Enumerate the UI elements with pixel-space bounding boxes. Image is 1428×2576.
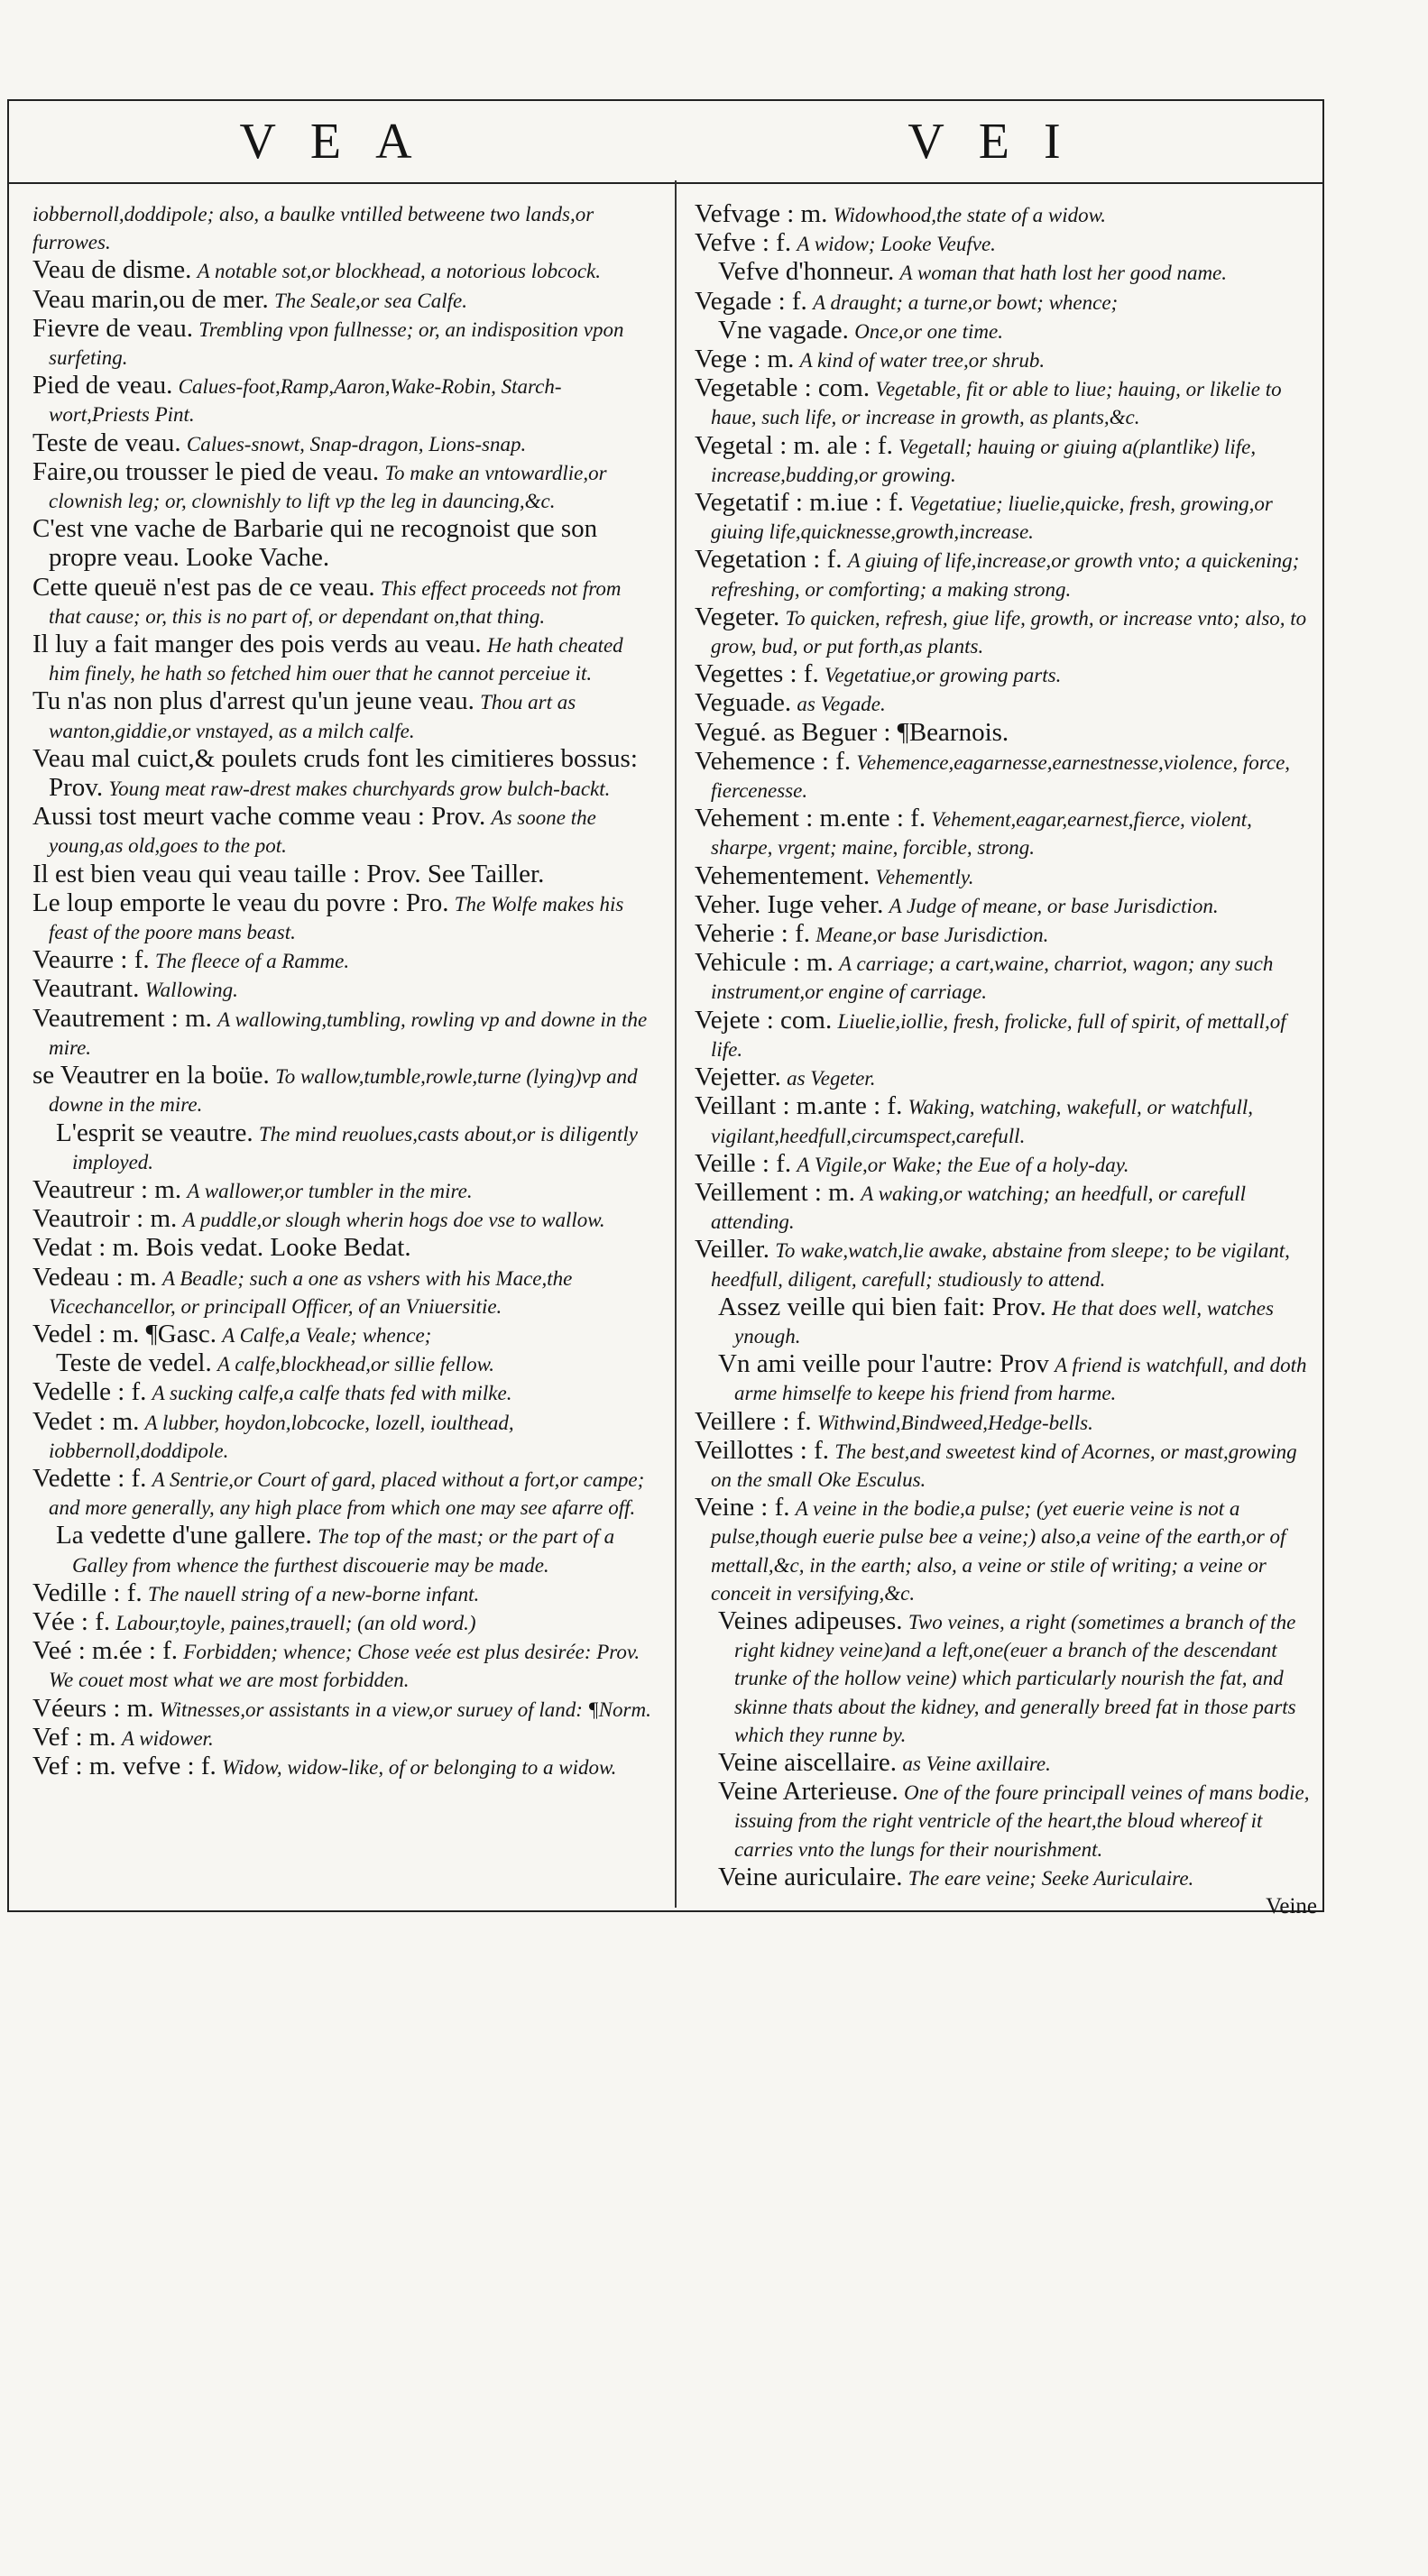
dictionary-entry <box>32 372 657 428</box>
entry-headword: Veines adipeuses. <box>718 1605 903 1635</box>
entry-translation: A Vigile,or Wake; the Eue of a holy-day. <box>797 1153 1129 1176</box>
dictionary-entry <box>695 546 1317 603</box>
entry-translation: Young meat raw-drest makes churchyards grow bulch-backt. <box>108 777 611 801</box>
dictionary-entry <box>695 748 1317 805</box>
dictionary-entry <box>695 200 1317 229</box>
entry-translation: A sucking calfe,a calfe thats fed with milke. <box>152 1382 512 1405</box>
entry-translation: The mind reuolues,casts about,or is diligently imployed. <box>72 1122 639 1173</box>
entry-headword: Vedet : m. <box>32 1406 140 1436</box>
entry-headword: Veau mal cuict,& poulets cruds font les cimitieres bossus: Prov. <box>32 743 638 803</box>
entry-translation: A Sentrie,or Court of gard, placed without a fort,or campe; and more generally, any high place from which one may see afarre off. <box>49 1467 645 1520</box>
entry-translation: A notable sot,or blockhead, a notorious lobcock. <box>197 260 602 283</box>
entry-translation: Wallowing. <box>144 979 238 1002</box>
entry-headword: Veau de disme. <box>32 255 192 285</box>
entry-headword: Vef : m. <box>32 1722 116 1752</box>
entry-translation: Meane,or base Jurisdiction. <box>815 924 1049 947</box>
entry-translation: Vegetable, fit or able to liue; hauing, or likelie to haue, such life, or increase in growth, as plants,&c. <box>711 378 1282 429</box>
entry-headword: Vehemence : f. <box>695 746 852 776</box>
entry-translation: To make an vntowardlie,or clownish leg; or, clownishly to lift vp the leg in dauncing,&c. <box>49 461 607 513</box>
dictionary-entry <box>32 1349 657 1378</box>
entry-translation: Vegetatiue,or growing parts. <box>824 664 1062 687</box>
entry-headword: Pied de veau. <box>32 371 173 400</box>
entry-translation: Vehemently. <box>875 865 974 888</box>
dictionary-entry <box>32 687 657 744</box>
entry-headword: Veau marin,ou de mer. <box>32 284 269 314</box>
column-divider <box>675 180 677 1908</box>
dictionary-entry <box>695 489 1317 546</box>
entry-headword: Vegetal : m. ale : f. <box>695 430 893 460</box>
entry-headword: Vegade : f. <box>695 286 807 316</box>
entry-headword: Vedat : m. Bois vedat. Looke Bedat. <box>32 1233 411 1263</box>
dictionary-entry <box>695 719 1317 748</box>
entry-translation: A draught; a turne,or bowt; whence; <box>813 290 1119 314</box>
dictionary-entry <box>695 1092 1317 1149</box>
dictionary-entry <box>32 429 657 458</box>
entry-headword: Aussi tost meurt vache comme veau : Prov. <box>32 802 486 832</box>
entry-headword: Veaurre : f. <box>32 945 150 975</box>
dictionary-entry <box>32 745 657 803</box>
dictionary-entry <box>695 258 1317 287</box>
entry-translation: A kind of water tree,or shrub. <box>799 349 1046 373</box>
entry-headword: Vegué. as Beguer : ¶Bearnois. <box>695 717 1009 747</box>
dictionary-entry <box>32 1522 657 1578</box>
dictionary-entry <box>32 286 657 315</box>
dictionary-entry <box>695 949 1317 1006</box>
entry-translation: Vegetall; hauing or giuing a(plantlike) life, increase,budding,or growing. <box>711 435 1257 486</box>
entry-headword: Veine auriculaire. <box>718 1862 903 1891</box>
entry-headword: Vefve : f. <box>695 228 792 258</box>
dictionary-entry <box>32 1465 657 1522</box>
entry-headword: Fievre de veau. <box>32 313 193 343</box>
entry-translation: iobbernoll,doddipole; also, a baulke vntilled betweene two lands,or furrowes. <box>32 203 594 254</box>
entry-translation: A woman that hath lost her good name. <box>899 262 1228 285</box>
entry-headword: Assez veille qui bien fait: Prov. <box>718 1292 1046 1321</box>
entry-headword: C'est vne vache de Barbarie qui ne recognoist que son propre veau. Looke Vache. <box>32 514 598 573</box>
entry-translation: Calues-snowt, Snap-dragon, Lions-snap. <box>186 432 527 455</box>
entry-headword: Il est bien veau qui veau taille : Prov. See Tailler. <box>32 859 545 888</box>
entry-translation: A wallower,or tumbler in the mire. <box>187 1179 473 1202</box>
entry-headword: Veautroir : m. <box>32 1204 178 1234</box>
dictionary-entry <box>32 1378 657 1407</box>
catchword: Veine <box>1266 1893 1317 1918</box>
entry-headword: Vedette : f. <box>32 1463 147 1493</box>
entry-headword: Veautrant. <box>32 974 140 1004</box>
entry-headword: Vejetter. <box>695 1063 781 1092</box>
dictionary-entry <box>695 317 1317 345</box>
entry-headword: Vehement : m.ente : f. <box>695 804 926 833</box>
dictionary-entry <box>695 1007 1317 1063</box>
entry-translation: A giuing of life,increase,or growth vnto; a quickening; refreshing, or comforting; a making strong. <box>711 549 1300 601</box>
dictionary-entry <box>695 432 1317 489</box>
entry-headword: Veguade. <box>695 688 792 718</box>
entry-translation: Vehement,eagar,earnest,fierce, violent, sharpe, vrgent; maine, forcible, strong. <box>711 808 1252 860</box>
entry-translation: The eare veine; Seeke Auriculaire. <box>907 1866 1194 1890</box>
entry-translation: He that does well, watches ynough. <box>734 1296 1274 1348</box>
running-head-left: VEA <box>239 114 447 170</box>
entry-headword: Vegetation : f. <box>695 545 843 575</box>
entry-headword: Veher. Iuge veher. <box>695 889 884 919</box>
dictionary-entry <box>695 603 1317 660</box>
dictionary-entry <box>32 630 657 687</box>
entry-translation: Trembling vpon fullnesse; or, an indisposition vpon surfeting. <box>49 317 624 370</box>
dictionary-entry <box>32 1608 657 1637</box>
entry-headword: L'esprit se veautre. <box>56 1118 253 1147</box>
entry-headword: Veautrement : m. <box>32 1003 212 1033</box>
dictionary-entry <box>695 1150 1317 1179</box>
entry-headword: Veiller. <box>695 1235 769 1265</box>
entry-headword: Vée : f. <box>32 1606 111 1636</box>
entry-translation: One of the foure principall veines of mans bodie, issuing from the right ventricle of the heart,the bloud whereof it carries vnto the lungs for their nourishment. <box>734 1781 1310 1861</box>
dictionary-entry <box>32 515 657 573</box>
entry-translation: The nauell string of a new-borne infant. <box>147 1582 480 1605</box>
entry-headword: Vedelle : f. <box>32 1377 147 1407</box>
entry-headword: se Veautrer en la boüe. <box>32 1061 270 1090</box>
dictionary-entry <box>695 1179 1317 1236</box>
dictionary-entry <box>32 1320 657 1349</box>
entry-headword: Vedeau : m. <box>32 1262 157 1292</box>
entry-translation: A calfe,blockhead,or sillie fellow. <box>217 1353 494 1376</box>
dictionary-entry <box>695 1350 1317 1407</box>
dictionary-entry <box>32 1264 657 1320</box>
entry-headword: Vefve d'honneur. <box>718 257 895 287</box>
entry-translation: This effect proceeds not from that cause; or, this is no part of, or dependant on,that thing. <box>49 576 622 628</box>
entry-headword: Cette queuë n'est pas de ce veau. <box>32 572 375 602</box>
entry-headword: Tu n'as non plus d'arrest qu'un jeune veau. <box>32 686 474 716</box>
dictionary-entry <box>32 1176 657 1205</box>
dictionary-entry <box>32 256 657 285</box>
dictionary-entry <box>695 1063 1317 1092</box>
entry-translation: The Wolfe makes his feast of the poore mans beast. <box>49 892 624 944</box>
entry-translation: A puddle,or slough wherin hogs doe vse to wallow. <box>182 1209 605 1232</box>
dictionary-entry <box>32 889 657 946</box>
entry-headword: Veillement : m. <box>695 1177 855 1207</box>
dictionary-entry <box>32 1724 657 1753</box>
dictionary-entry <box>695 1293 1317 1350</box>
entry-headword: Le loup emporte le veau du povre : Pro. <box>32 888 449 917</box>
dictionary-entry <box>695 229 1317 258</box>
running-head-right: VEI <box>907 114 1095 170</box>
dictionary-entry <box>695 288 1317 317</box>
entry-translation: A waking,or watching; an heedfull, or carefull attending. <box>711 1182 1246 1234</box>
entry-translation: To wake,watch,lie awake, abstaine from sleepe; to be vigilant, heedfull, diligent, carefull; studiously to attend. <box>711 1239 1290 1291</box>
dictionary-entry <box>32 1234 657 1263</box>
entry-translation: Withwind,Bindweed,Hedge-bells. <box>816 1411 1093 1434</box>
dictionary-entry <box>695 1749 1317 1778</box>
dictionary-entry <box>32 458 657 515</box>
entry-translation: The Seale,or sea Calfe. <box>273 289 467 312</box>
entry-translation: Vehemence,eagarnesse,earnestnesse,violence, force, fiercenesse. <box>711 750 1291 803</box>
right-column <box>695 200 1317 1920</box>
entry-translation: A veine in the bodie,a pulse; (yet euerie veine is not a pulse,though euerie pulse bee a veine;) also,a veine of the earth,or of mettall,&c, in the earth; also, a veine or stile of writing; a veine or conceit in versifying,&c. <box>711 1497 1286 1605</box>
dictionary-entry <box>695 660 1317 689</box>
entry-translation: A widow; Looke Veufve. <box>797 233 996 256</box>
entry-headword: Vne vagade. <box>718 315 849 345</box>
entry-translation: Liuelie,iollie, fresh, frolicke, full of spirit, of mettall,of life. <box>711 1009 1286 1061</box>
dictionary-entry <box>695 805 1317 861</box>
dictionary-entry <box>32 860 657 889</box>
entry-translation: Witnesses,or assistants in a view,or suruey of land: ¶Norm. <box>159 1697 651 1721</box>
dictionary-entry <box>695 374 1317 431</box>
entry-headword: La vedette d'une gallere. <box>56 1521 312 1550</box>
entry-translation: as Veine axillaire. <box>902 1752 1051 1775</box>
entry-headword: Veillant : m.ante : f. <box>695 1091 903 1121</box>
entry-translation: To wallow,tumble,rowle,turne (lying)vp and downe in the mire. <box>49 1065 638 1117</box>
entry-translation: A Judge of meane, or base Jurisdiction. <box>889 894 1219 917</box>
dictionary-entry <box>695 920 1317 949</box>
entry-translation: Widow, widow-like, of or belonging to a widow. <box>222 1755 617 1779</box>
entry-headword: Vegeter. <box>695 602 780 631</box>
entry-headword: Vege : m. <box>695 345 795 374</box>
dictionary-entry <box>695 1236 1317 1293</box>
dictionary-entry <box>32 1753 657 1781</box>
entry-headword: Vehicule : m. <box>695 948 834 978</box>
dictionary-entry <box>695 862 1317 891</box>
entry-headword: Vegettes : f. <box>695 659 819 689</box>
entry-headword: Veine : f. <box>695 1493 790 1523</box>
dictionary-entry <box>32 1637 657 1694</box>
dictionary-entry <box>32 574 657 630</box>
entry-headword: Vegetable : com. <box>695 373 871 403</box>
entry-translation: Thou art as wanton,giddie,or vnstayed, as a milch calfe. <box>49 691 576 742</box>
entry-translation: The top of the mast; or the part of a Galley from whence the furthest discouerie may be made. <box>72 1525 615 1577</box>
dictionary-entry <box>32 946 657 975</box>
entry-headword: Veautreur : m. <box>32 1174 182 1204</box>
entry-translation: A friend is watchfull, and doth arme himselfe to keepe his friend from harme. <box>734 1354 1307 1405</box>
entry-headword: Vedel : m. ¶Gasc. <box>32 1319 217 1348</box>
dictionary-entry <box>32 1695 657 1724</box>
entry-headword: Véeurs : m. <box>32 1693 154 1723</box>
entry-translation: Two veines, a right (sometimes a branch of the right kidney veine)and a left,one(euer a branch of the descendant trunke of the hollow veine) which particularly nourish the fat, and skinne thats about the kidney, and generally breed fat in those parts which they runne by. <box>734 1610 1296 1746</box>
entry-translation: He hath cheated him finely, he hath so fetched him ouer that he cannot perceiue it. <box>49 634 623 685</box>
entry-translation: as Vegeter. <box>787 1067 876 1090</box>
dictionary-entry <box>695 1778 1317 1863</box>
entry-translation: as Vegade. <box>797 693 886 716</box>
entry-translation: Forbidden; whence; Chose veée est plus desirée: Prov. We couet most what we are most forbidden. <box>49 1641 640 1692</box>
entry-headword: Vefvage : m. <box>695 199 828 228</box>
dictionary-entry <box>695 1408 1317 1437</box>
entry-headword: Vehementement. <box>695 860 871 890</box>
entry-translation: A Calfe,a Veale; whence; <box>222 1323 432 1347</box>
dictionary-entry <box>32 803 657 860</box>
dictionary-entry <box>32 1005 657 1062</box>
dictionary-entry <box>32 1205 657 1234</box>
dictionary-entry <box>695 1437 1317 1494</box>
entry-headword: Teste de vedel. <box>56 1348 212 1378</box>
entry-headword: Vn ami veille pour l'autre: Prov <box>718 1349 1049 1379</box>
entry-headword: Veine aiscellaire. <box>718 1747 898 1777</box>
entry-headword: Teste de veau. <box>32 428 181 457</box>
entry-translation: As soone the young,as old,goes to the pot. <box>49 806 596 858</box>
entry-headword: Veillere : f. <box>695 1406 812 1436</box>
dictionary-entry <box>695 1607 1317 1749</box>
entry-headword: Veille : f. <box>695 1148 792 1178</box>
left-column <box>32 200 657 1781</box>
entry-headword: Faire,ou trousser le pied de veau. <box>32 456 380 486</box>
dictionary-entry <box>695 891 1317 920</box>
dictionary-entry <box>695 1494 1317 1607</box>
entry-headword: Vejete : com. <box>695 1005 833 1035</box>
dictionary-entry <box>695 345 1317 374</box>
entry-headword: Vef : m. vefve : f. <box>32 1751 217 1780</box>
entry-translation: A widower. <box>121 1726 214 1750</box>
entry-translation: Calues-foot,Ramp,Aaron,Wake-Robin, Starch-wort,Priests Pint. <box>49 375 562 427</box>
entry-translation: Vegetatiue; liuelie,quicke, fresh, growing,or giuing life,quicknesse,growth,increase. <box>711 492 1273 544</box>
dictionary-entry <box>32 1119 657 1176</box>
dictionary-entry <box>32 1062 657 1118</box>
entry-translation: To quicken, refresh, giue life, growth, or increase vnto; also, to grow, bud, or put forth,as plants. <box>711 606 1307 658</box>
entry-translation: Once,or one time. <box>854 319 1003 343</box>
dictionary-entry <box>32 1579 657 1608</box>
dictionary-entry <box>695 689 1317 718</box>
entry-headword: Vedille : f. <box>32 1578 143 1607</box>
dictionary-entry <box>32 1408 657 1465</box>
dictionary-entry <box>32 315 657 372</box>
entry-headword: Il luy a fait manger des pois verds au veau. <box>32 630 482 659</box>
entry-headword: Vegetatif : m.iue : f. <box>695 488 904 518</box>
dictionary-entry <box>32 200 657 256</box>
entry-translation: Labour,toyle, paines,trauell; (an old word.) <box>115 1611 476 1634</box>
entry-headword: Veillottes : f. <box>695 1435 830 1465</box>
entry-headword: Veherie : f. <box>695 919 811 949</box>
entry-translation: Widowhood,the state of a widow. <box>833 204 1107 226</box>
entry-translation: A carriage; a cart,waine, charriot, wagon; any such instrument,or engine of carriage. <box>711 952 1274 1004</box>
entry-translation: The fleece of a Ramme. <box>154 950 350 973</box>
entry-headword: Veine Arterieuse. <box>718 1777 898 1807</box>
entry-headword: Veé : m.ée : f. <box>32 1636 179 1666</box>
entry-translation: Waking, watching, wakefull, or watchfull, vigilant,heedfull,circumspect,carefull. <box>711 1096 1254 1147</box>
entry-translation: A wallowing,tumbling, rowling vp and downe in the mire. <box>49 1007 648 1059</box>
entry-translation: A lubber, hoydon,lobcocke, lozell, ioulthead, iobbernoll,doddipole. <box>49 1411 514 1462</box>
dictionary-entry <box>695 1863 1317 1892</box>
entry-translation: A Beadle; such a one as vshers with his Mace,the Vicechancellor, or principall Officer, of an Vniuersitie. <box>49 1266 573 1318</box>
dictionary-entry <box>32 975 657 1004</box>
entry-translation: The best,and sweetest kind of Acornes, or mast,growing on the small Oke Esculus. <box>711 1440 1297 1491</box>
